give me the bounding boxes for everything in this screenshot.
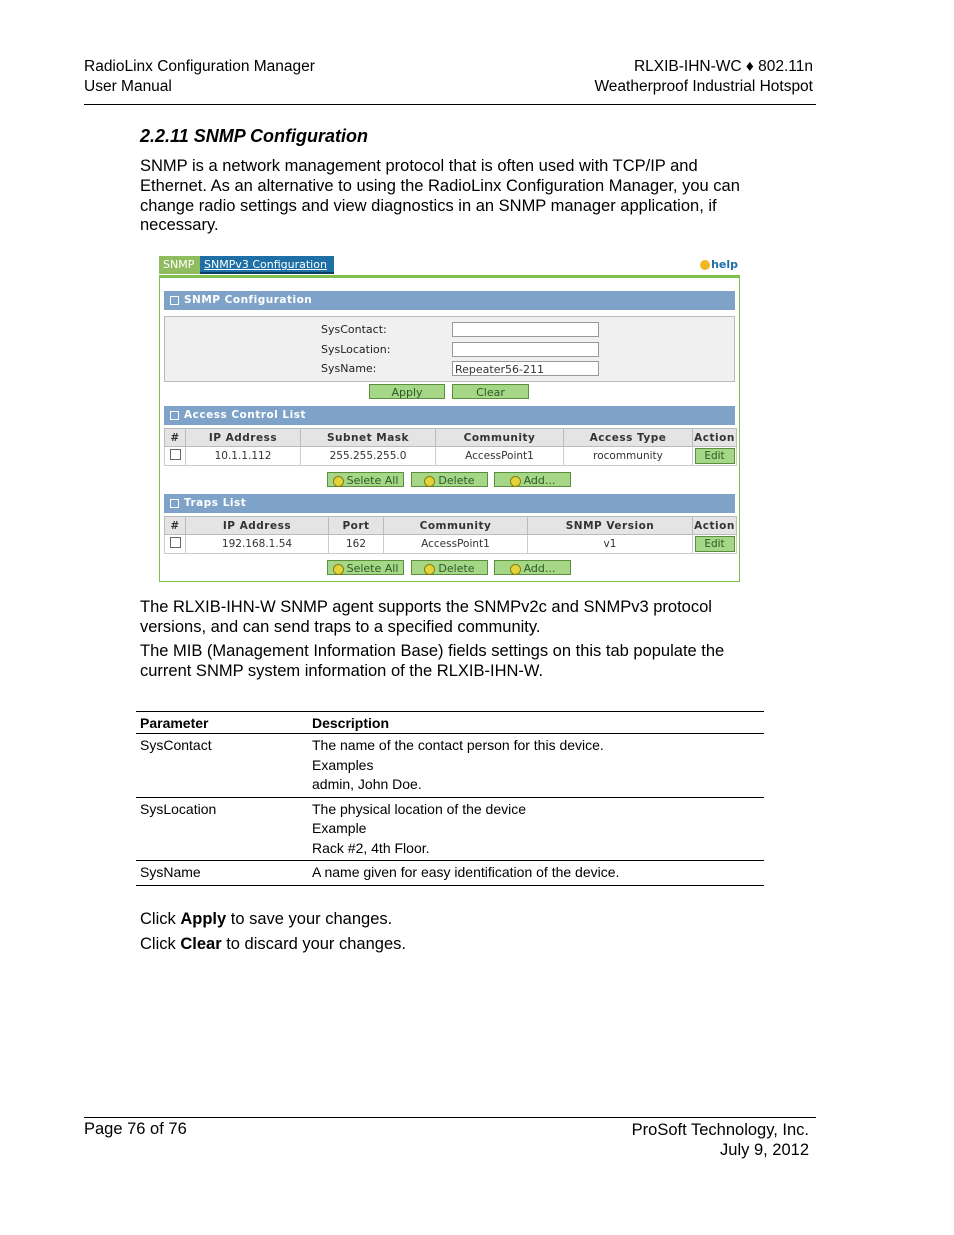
help-icon [700, 260, 710, 270]
check-icon [333, 564, 344, 575]
traps-col-action: Action [693, 517, 737, 535]
param-description [308, 734, 764, 798]
header-right [594, 57, 813, 97]
clear-instruction [140, 935, 760, 955]
syslocation-label: SysLocation: [321, 343, 391, 356]
parameter-table [136, 711, 764, 886]
agent-paragraph: The RLXIB-IHN-W SNMP agent supports the SNMPv2c and SNMPv3 protocol versions, and can send traps to a specified community. [140, 598, 712, 636]
header-model: RLXIB-IHN-WC ♦ 802.11n [633, 58, 813, 75]
add-icon [510, 476, 521, 487]
description-line: The physical location of the device [312, 800, 527, 817]
description-line: The name of the contact person for this device. [312, 737, 604, 753]
section-icon [170, 411, 179, 420]
sysname-label: SysName: [321, 362, 377, 375]
instruction-text: Click [140, 910, 181, 928]
edit-button[interactable]: Edit [695, 448, 735, 464]
row-checkbox-cell [165, 447, 186, 466]
description-col-header: Description [308, 712, 764, 734]
traps-bar [164, 494, 735, 513]
param-description [308, 861, 764, 886]
instruction-text: Click [140, 935, 181, 953]
traps-header-row [165, 517, 737, 535]
description-line: admin, John Doe. [312, 776, 422, 792]
intro-paragraph: SNMP is a network management protocol that is often used with TCP/IP and Ethernet. As an alternative to using the RadioLinx Configuration Manager, you can change radio settings and view diagnostics in an SNMP manager application, if necessary. [140, 157, 740, 235]
acl-add-button[interactable] [494, 472, 571, 487]
snmp-config-title: SNMP Configuration [184, 294, 313, 306]
acl-select-all-button[interactable] [327, 472, 404, 487]
acl-action-cell [693, 447, 737, 466]
clear-button[interactable]: Clear [452, 384, 529, 399]
param-name: SysLocation [136, 797, 308, 861]
parameter-header-row [136, 712, 764, 734]
acl-ip-cell: 10.1.1.112 [186, 447, 301, 466]
param-description [308, 797, 764, 861]
param-name: SysContact [136, 734, 308, 798]
param-name: SysName [136, 861, 308, 886]
delete-label: Delete [438, 562, 475, 575]
section-icon [170, 296, 179, 305]
section-icon [170, 499, 179, 508]
row-checkbox[interactable] [170, 449, 181, 460]
header-rule [84, 104, 816, 105]
tab-snmpv3-configuration[interactable]: SNMPv3 Configuration [200, 256, 334, 274]
acl-table [164, 428, 737, 466]
snmp-config-screenshot [159, 256, 740, 580]
instruction-text: to save your changes. [226, 910, 393, 928]
delete-label: Delete [438, 474, 475, 487]
traps-version-cell: v1 [528, 535, 693, 554]
config-frame [159, 275, 740, 582]
traps-table [164, 516, 737, 554]
table-row [136, 797, 764, 861]
parameter-col-header: Parameter [136, 712, 308, 734]
section-title: 2.2.11 SNMP Configuration [140, 126, 369, 146]
traps-action-cell [693, 535, 737, 554]
table-row [165, 535, 737, 554]
traps-title: Traps List [184, 497, 247, 509]
acl-community-cell: AccessPoint1 [436, 447, 564, 466]
footer-company: ProSoft Technology, Inc. [631, 1121, 809, 1139]
select-all-label: Selete All [346, 562, 399, 575]
traps-col-community: Community [384, 517, 528, 535]
add-label: Add... [523, 562, 556, 575]
acl-col-mask: Subnet Mask [301, 429, 436, 447]
edit-button[interactable]: Edit [695, 536, 735, 552]
description-line: Examples [312, 756, 374, 773]
traps-community-cell: AccessPoint1 [384, 535, 528, 554]
instruction-text: to discard your changes. [221, 935, 406, 953]
apply-keyword: Apply [180, 910, 227, 928]
delete-icon [424, 564, 435, 575]
mib-paragraph: The MIB (Management Information Base) fields settings on this tab populate the current SNMP system information of the RLXIB-IHN-W. [140, 642, 725, 680]
acl-col-access-type: Access Type [564, 429, 693, 447]
acl-col-action: Action [693, 429, 737, 447]
footer-date: July 9, 2012 [720, 1141, 809, 1159]
traps-port-cell: 162 [329, 535, 384, 554]
acl-title: Access Control List [184, 409, 306, 421]
delete-icon [424, 476, 435, 487]
traps-col-version: SNMP Version [528, 517, 693, 535]
row-checkbox-cell [165, 535, 186, 554]
acl-delete-button[interactable] [411, 472, 488, 487]
description-line: A name given for easy identification of the device. [312, 864, 620, 880]
traps-delete-button[interactable] [411, 560, 488, 575]
description-line: Rack #2, 4th Floor. [312, 839, 430, 856]
traps-select-all-button[interactable] [327, 560, 404, 575]
description-line: Example [312, 820, 367, 836]
add-icon [510, 564, 521, 575]
help-link[interactable] [700, 258, 738, 271]
traps-col-num: # [165, 517, 186, 535]
footer-rule [84, 1117, 816, 1118]
acl-bar [164, 406, 735, 425]
snmp-config-form [164, 316, 735, 382]
table-row [136, 734, 764, 798]
row-checkbox[interactable] [170, 537, 181, 548]
apply-button[interactable]: Apply [369, 384, 445, 399]
table-row [136, 861, 764, 886]
add-label: Add... [523, 474, 556, 487]
traps-add-button[interactable] [494, 560, 571, 575]
acl-col-ip: IP Address [186, 429, 301, 447]
header-model-desc: Weatherproof Industrial Hotspot [594, 78, 813, 95]
footer-right [632, 1120, 809, 1160]
acl-mask-cell: 255.255.255.0 [301, 447, 436, 466]
acl-header-row [165, 429, 737, 447]
acl-access-cell: rocommunity [564, 447, 693, 466]
apply-instruction [140, 910, 760, 930]
syslocation-input[interactable] [452, 342, 599, 357]
select-all-label: Selete All [346, 474, 399, 487]
tab-snmp[interactable]: SNMP [159, 256, 200, 274]
traps-ip-cell: 192.168.1.54 [186, 535, 329, 554]
table-row [165, 447, 737, 466]
acl-col-community: Community [436, 429, 564, 447]
traps-col-ip: IP Address [186, 517, 329, 535]
traps-col-port: Port [329, 517, 384, 535]
header-doc-type: User Manual [84, 78, 172, 95]
snmp-config-bar [164, 291, 735, 310]
acl-col-num: # [165, 429, 186, 447]
syscontact-input[interactable] [452, 322, 599, 337]
help-label: help [711, 258, 738, 271]
sysname-input[interactable]: Repeater56-211 [452, 361, 599, 376]
page-number: Page 76 of 76 [84, 1120, 187, 1138]
header-left [84, 57, 315, 97]
syscontact-label: SysContact: [321, 323, 387, 336]
header-product: RadioLinx Configuration Manager [84, 58, 315, 75]
check-icon [333, 476, 344, 487]
clear-keyword: Clear [180, 935, 222, 953]
